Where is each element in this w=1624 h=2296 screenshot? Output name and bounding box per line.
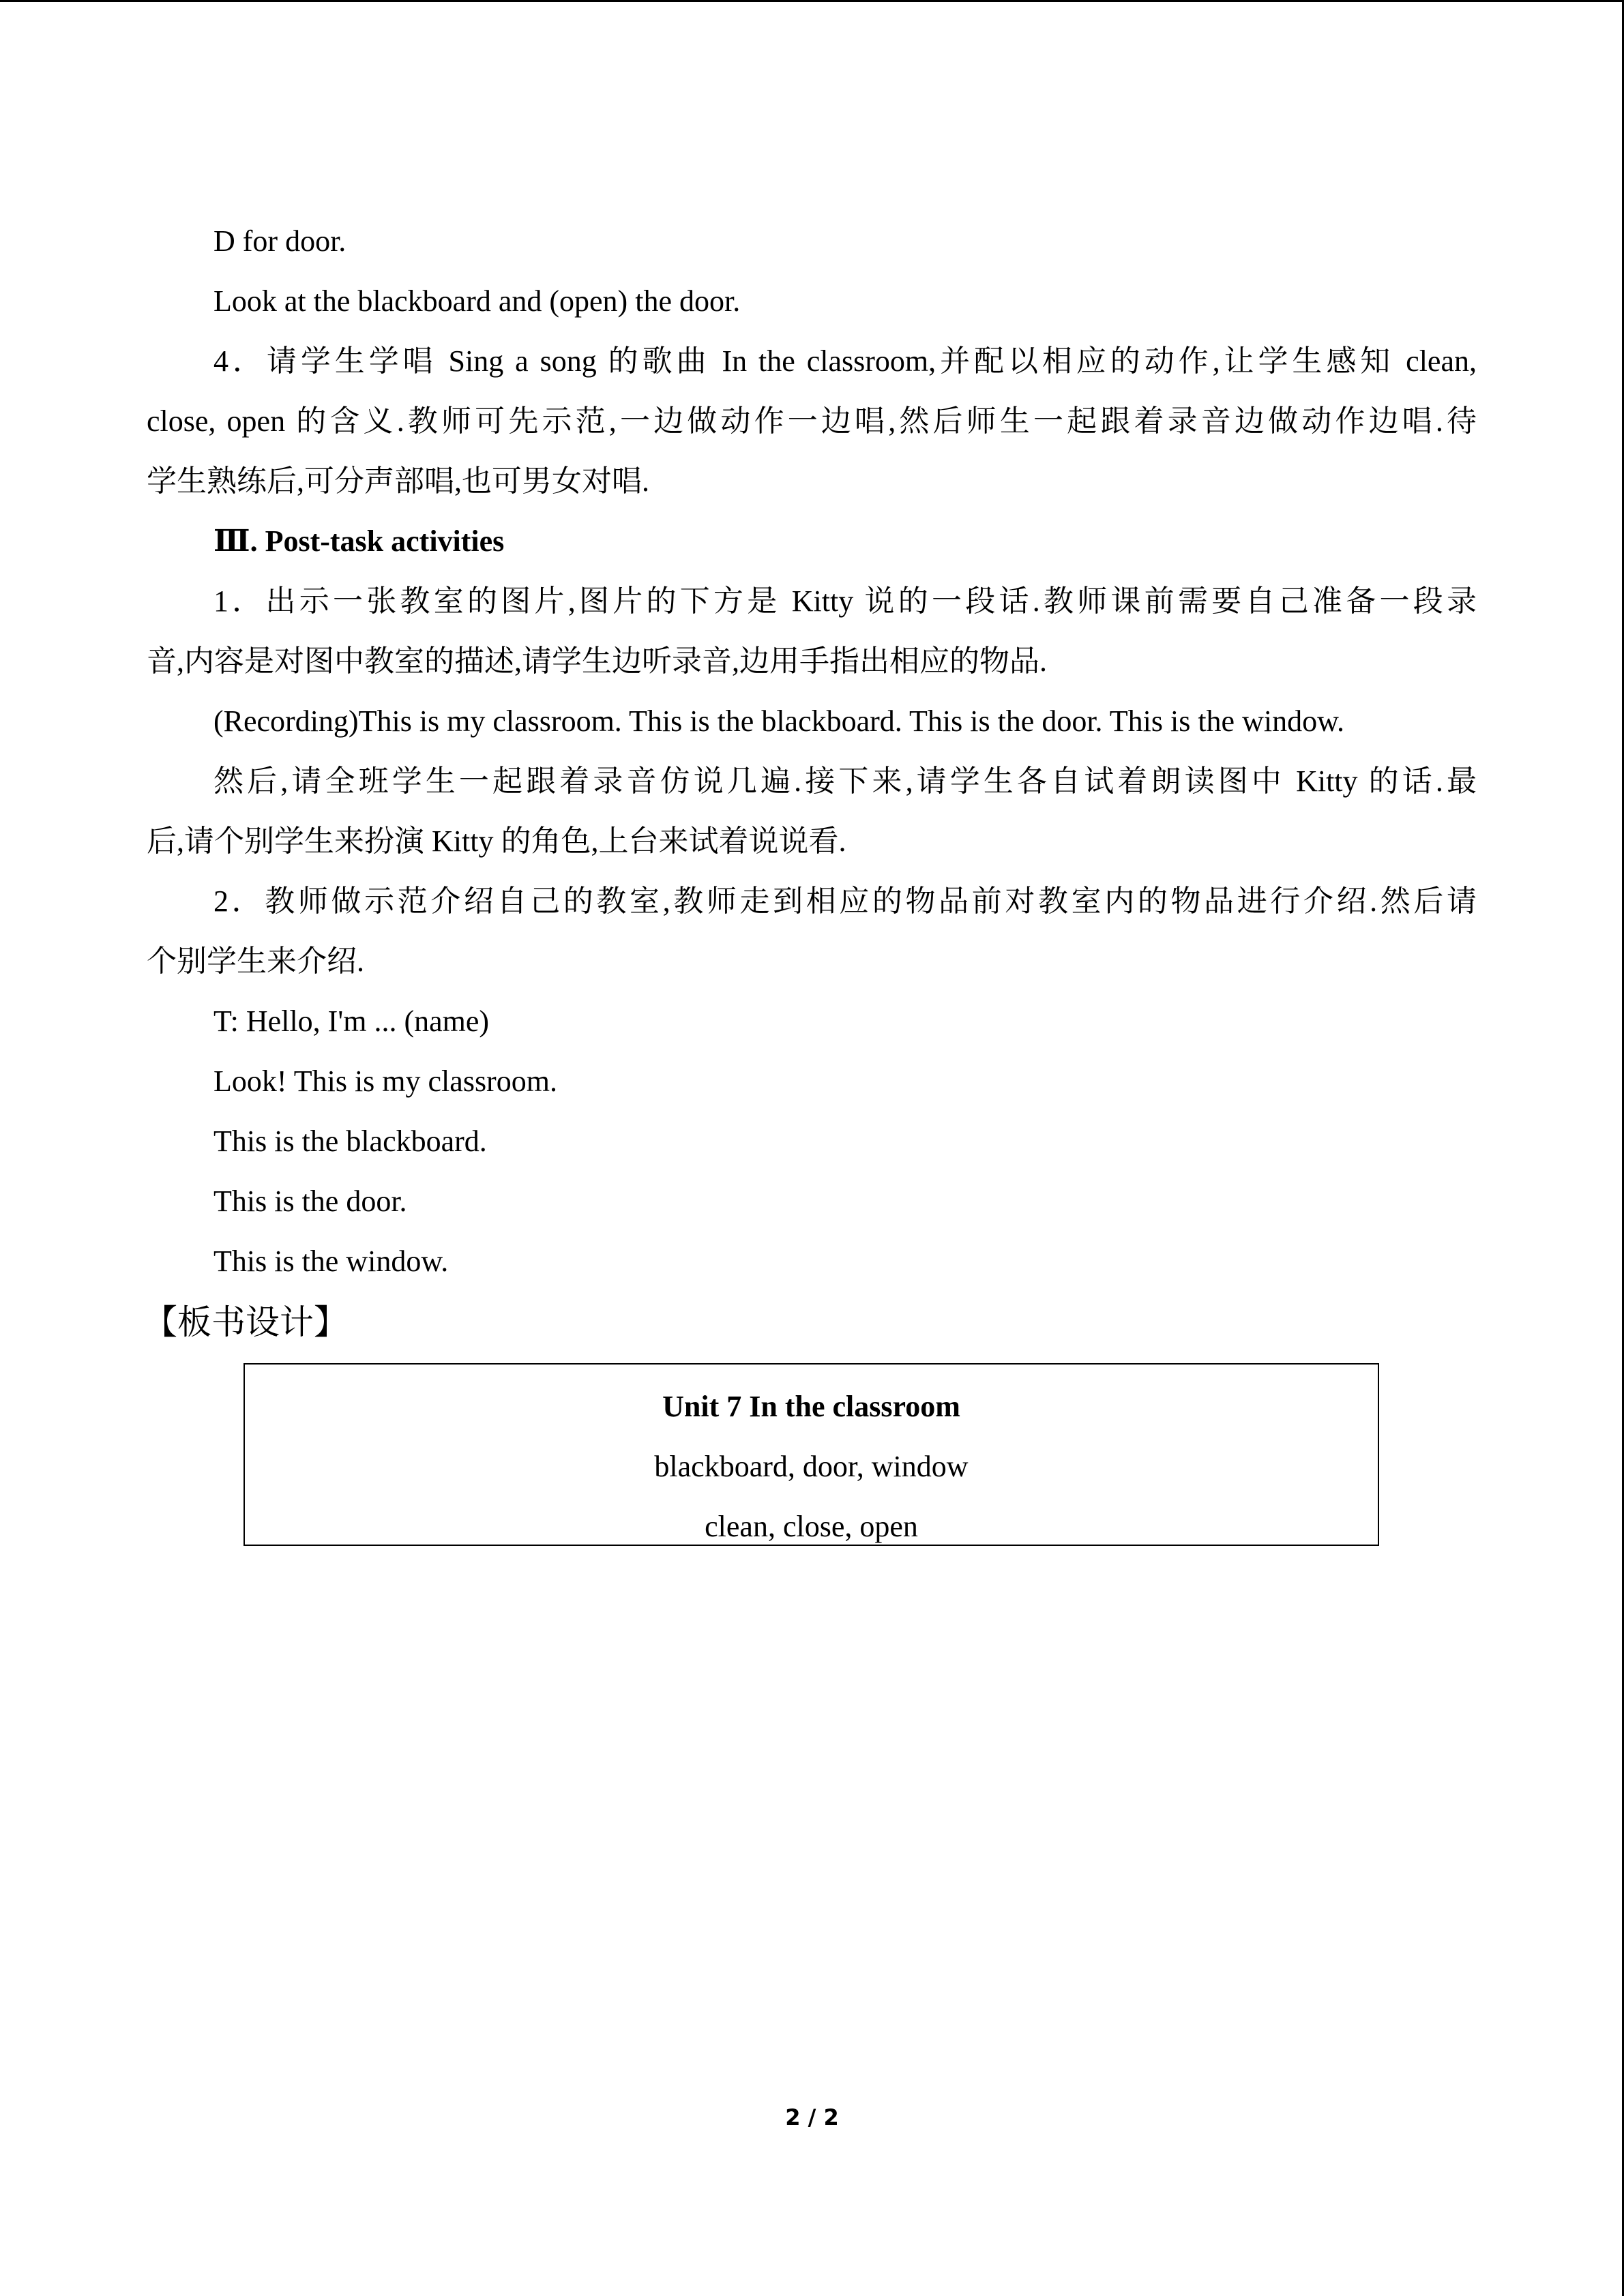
board-vocabulary-line: blackboard, door, window xyxy=(654,1450,969,1483)
body-line: This is the door. xyxy=(213,1184,407,1218)
page-number: 2 / 2 xyxy=(785,2104,839,2130)
body-line: Look at the blackboard and (open) the door. xyxy=(213,284,741,318)
body-line: 2．教师做示范介绍自己的教室,教师走到相应的物品前对教室内的物品进行介绍.然后请 xyxy=(213,884,1477,918)
body-line: (Recording)This is my classroom. This is the blackboard. This is the door. This is the window. xyxy=(213,704,1344,738)
body-line: 1．出示一张教室的图片,图片的下方是 Kitty 说的一段话.教师课前需要自己准备一段录 xyxy=(213,584,1477,618)
body-line: 音,内容是对图中教室的描述,请学生边听录音,边用手指出相应的物品. xyxy=(147,644,1047,678)
body-line: 学生熟练后,可分声部唱,也可男女对唱. xyxy=(147,464,649,498)
board-design-heading: 【板书设计】 xyxy=(143,1302,348,1342)
document-body xyxy=(143,211,1477,1353)
body-line: 个别学生来介绍. xyxy=(147,944,364,978)
body-line: This is the blackboard. xyxy=(213,1124,487,1158)
page-border-top xyxy=(0,0,1624,2)
body-line: This is the window. xyxy=(213,1244,449,1278)
body-line: Look! This is my classroom. xyxy=(213,1064,557,1098)
body-line: 然后,请全班学生一起跟着录音仿说几遍.接下来,请学生各自试着朗读图中 Kitty 的话.最 xyxy=(213,764,1477,798)
body-line: T: Hello, I'm ... (name) xyxy=(213,1004,490,1038)
body-line: D for door. xyxy=(213,224,346,258)
body-line: close, open 的含义.教师可先示范,一边做动作一边唱,然后师生一起跟着录音边做动作边唱.待 xyxy=(147,404,1477,438)
board-verbs-line: clean, close, open xyxy=(705,1510,918,1543)
body-line: 4．请学生学唱 Sing a song 的歌曲 In the classroom,并配以相应的动作,让学生感知 clean, xyxy=(213,344,1477,378)
body-line: 后,请个别学生来扮演 Kitty 的角色,上台来试着说说看. xyxy=(147,824,846,858)
board-title: Unit 7 In the classroom xyxy=(662,1390,960,1423)
subsection-heading: Ⅲ. Post-task activities xyxy=(213,524,505,558)
board-design-box xyxy=(243,1363,1379,1546)
